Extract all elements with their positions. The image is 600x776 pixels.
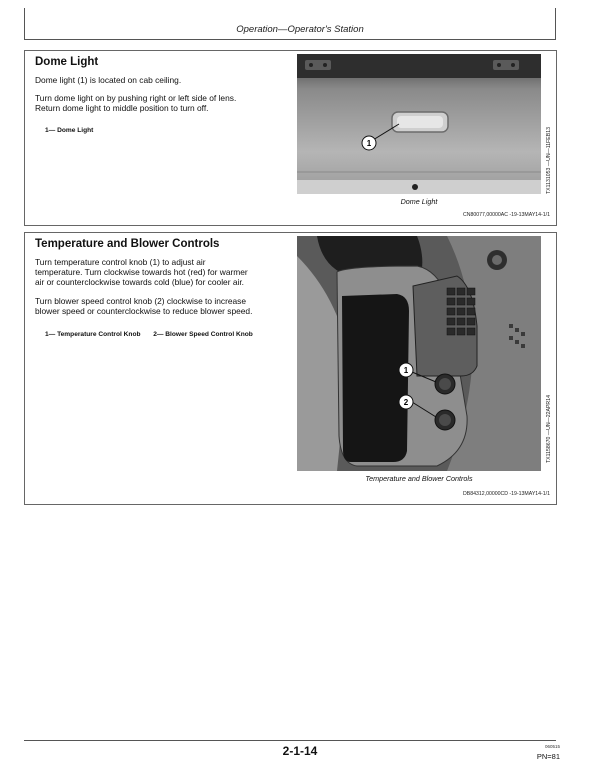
- dome-light-image-code: TX1131053 —UN—11FEB13: [546, 127, 552, 194]
- temperature-title: Temperature and Blower Controls: [35, 238, 220, 250]
- temperature-legend: [45, 331, 253, 338]
- dome-light-image: [297, 54, 541, 194]
- footer-pn: PN=81: [536, 752, 560, 761]
- dome-light-reference-code: CN80077,00000AC -19-13MAY14-1/1: [463, 212, 550, 218]
- temperature-knob-line3: air or counterclockwise towards cold (blue) for cooler air.: [35, 277, 244, 287]
- temperature-legend-item-2: 2— Blower Speed Control Knob: [153, 331, 253, 338]
- dome-light-callout-number: 1: [366, 139, 372, 148]
- dome-light-section: [24, 50, 557, 226]
- blower-knob-line1: Turn blower speed control knob (2) clockwise to increase: [35, 296, 247, 306]
- temperature-legend-item-1: 1— Temperature Control Knob: [45, 331, 141, 338]
- dome-light-photo: [297, 54, 541, 194]
- dome-light-location-text: Dome light (1) is located on cab ceiling.: [35, 75, 182, 85]
- blower-knob-line2: blower speed or counterclockwise to reduce blower speed.: [35, 306, 253, 316]
- footer-rule: [24, 740, 556, 741]
- dome-light-operation-line2: Return dome light to middle position to turn off.: [35, 103, 209, 113]
- temperature-knob-line2: temperature. Turn clockwise towards hot (red) for warmer: [35, 267, 248, 277]
- dome-light-legend: 1— Dome Light: [45, 127, 94, 134]
- temperature-callout-2-number: 2: [403, 398, 409, 407]
- dome-light-title: Dome Light: [35, 56, 99, 68]
- dome-light-caption: Dome Light: [400, 197, 438, 206]
- page-number: 2-1-14: [282, 744, 318, 758]
- footer-date-code: 060515: [544, 744, 560, 749]
- dome-light-operation-line1: Turn dome light on by pushing right or left side of lens.: [35, 93, 237, 103]
- page-header-title: Operation—Operator's Station: [236, 24, 364, 35]
- temperature-callout-1-number: 1: [403, 366, 409, 375]
- header-bottom-rule: [24, 39, 556, 40]
- temperature-controls-photo: [297, 236, 541, 471]
- temperature-caption: Temperature and Blower Controls: [365, 474, 473, 483]
- temperature-image-code: TX1158670 —UN—22APR14: [546, 395, 552, 463]
- temperature-knob-text: [35, 257, 290, 287]
- temperature-knob-line1: Turn temperature control knob (1) to adjust air: [35, 257, 206, 267]
- temperature-reference-code: DB84312,00000CD -19-13MAY14-1/1: [463, 491, 550, 497]
- temperature-section: [24, 232, 557, 505]
- temperature-controls-image: [297, 236, 541, 471]
- dome-light-operation-text: [35, 93, 290, 113]
- blower-knob-text: [35, 296, 290, 316]
